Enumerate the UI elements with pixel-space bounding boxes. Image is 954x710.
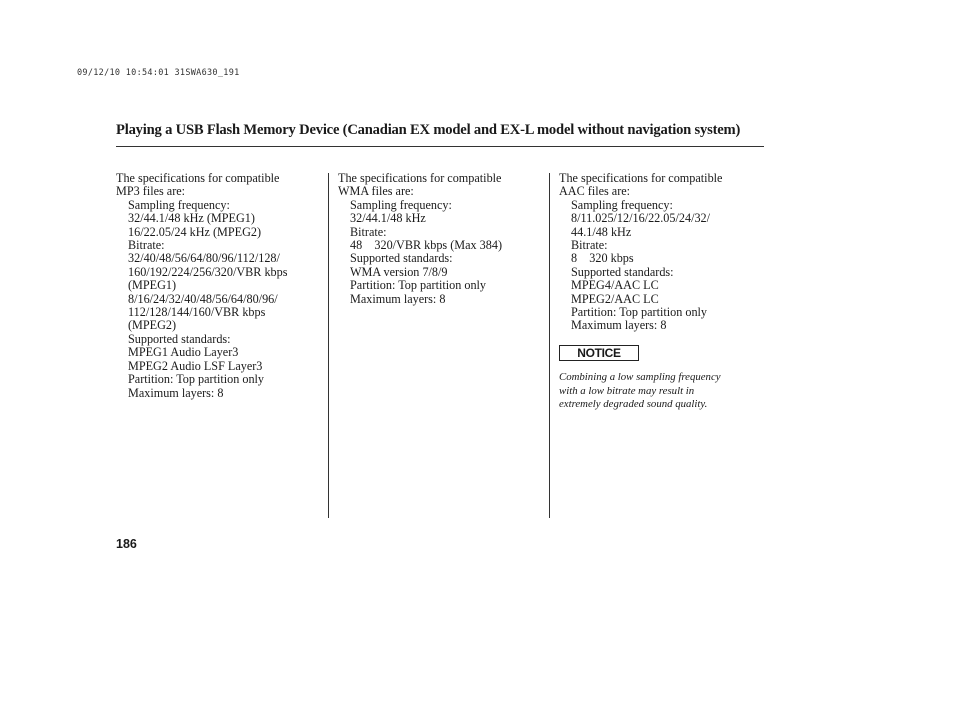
mp3-spec-line: Partition: Top partition only	[128, 372, 265, 387]
column-divider-1	[328, 173, 329, 518]
mp3-spec-line: MPEG1 Audio Layer3	[128, 345, 239, 360]
aac-spec-line: Sampling frequency:	[571, 197, 673, 212]
notice-line: extremely degraded sound quality.	[559, 398, 708, 411]
mp3-spec-line: 8/16/24/32/40/48/56/64/80/96/	[128, 291, 278, 306]
wma-spec-line: 32/44.1/48 kHz	[350, 211, 426, 226]
mp3-spec-line: Maximum layers: 8	[128, 385, 224, 400]
page-title: Playing a USB Flash Memory Device (Canadian EX model and EX-L model without navigation system)	[116, 122, 741, 138]
wma-spec-line: Bitrate:	[350, 224, 387, 239]
wma-spec-line: Maximum layers: 8	[350, 291, 446, 306]
column-divider-2	[549, 173, 550, 518]
notice-badge	[559, 345, 639, 361]
aac-spec-line: Bitrate:	[571, 238, 608, 253]
aac-spec-line: Partition: Top partition only	[571, 305, 708, 320]
mp3-spec-line: Bitrate:	[128, 238, 165, 253]
wma-intro-line: WMA files are:	[338, 184, 414, 199]
wma-spec-line: WMA version 7/8/9	[350, 264, 448, 279]
aac-intro-line: AAC files are:	[559, 184, 631, 199]
mp3-spec-line: 32/40/48/56/64/80/96/112/128/	[128, 251, 280, 266]
wma-spec-column	[338, 172, 502, 306]
notice-line: Combining a low sampling frequency	[559, 371, 721, 383]
mp3-spec-line: 32/44.1/48 kHz (MPEG1)	[128, 211, 255, 226]
aac-spec-line: 8 320 kbps	[571, 251, 634, 266]
mp3-spec-line: MPEG2 Audio LSF Layer3	[128, 358, 263, 373]
aac-spec-line: Supported standards:	[571, 264, 674, 279]
wma-spec-line: Partition: Top partition only	[350, 278, 487, 293]
aac-spec-column	[559, 172, 722, 333]
aac-spec-line: 44.1/48 kHz	[571, 224, 632, 239]
page-number: 186	[116, 537, 137, 551]
mp3-spec-line: (MPEG2)	[128, 318, 177, 333]
aac-spec-line: MPEG4/AAC LC	[571, 278, 659, 293]
mp3-spec-line: Sampling frequency:	[128, 197, 230, 212]
mp3-spec-line: Supported standards:	[128, 331, 231, 346]
wma-spec-line: Supported standards:	[350, 251, 453, 266]
mp3-spec-line: 112/128/144/160/VBR kbps	[128, 305, 266, 320]
mp3-spec-line: 160/192/224/256/320/VBR kbps	[128, 264, 288, 279]
mp3-intro-line: MP3 files are:	[116, 184, 186, 199]
notice-text	[559, 371, 721, 412]
title-underline	[116, 146, 764, 147]
print-stamp: 09/12/10 10:54:01 31SWA630_191	[77, 68, 240, 78]
wma-intro-line: The specifications for compatible	[338, 171, 502, 185]
wma-spec-line: Sampling frequency:	[350, 197, 452, 212]
wma-spec-line: 48 320/VBR kbps (Max 384)	[350, 238, 503, 253]
mp3-spec-line: (MPEG1)	[128, 278, 177, 293]
aac-spec-line: MPEG2/AAC LC	[571, 291, 659, 306]
mp3-intro-line: The specifications for compatible	[116, 171, 280, 185]
aac-spec-line: Maximum layers: 8	[571, 318, 667, 333]
aac-spec-line: 8/11.025/12/16/22.05/24/32/	[571, 211, 711, 226]
notice-label: NOTICE	[577, 346, 621, 360]
mp3-spec-line: 16/22.05/24 kHz (MPEG2)	[128, 224, 262, 239]
mp3-spec-column	[116, 172, 287, 400]
aac-intro-line: The specifications for compatible	[559, 171, 723, 185]
notice-line: with a low bitrate may result in	[559, 384, 695, 397]
